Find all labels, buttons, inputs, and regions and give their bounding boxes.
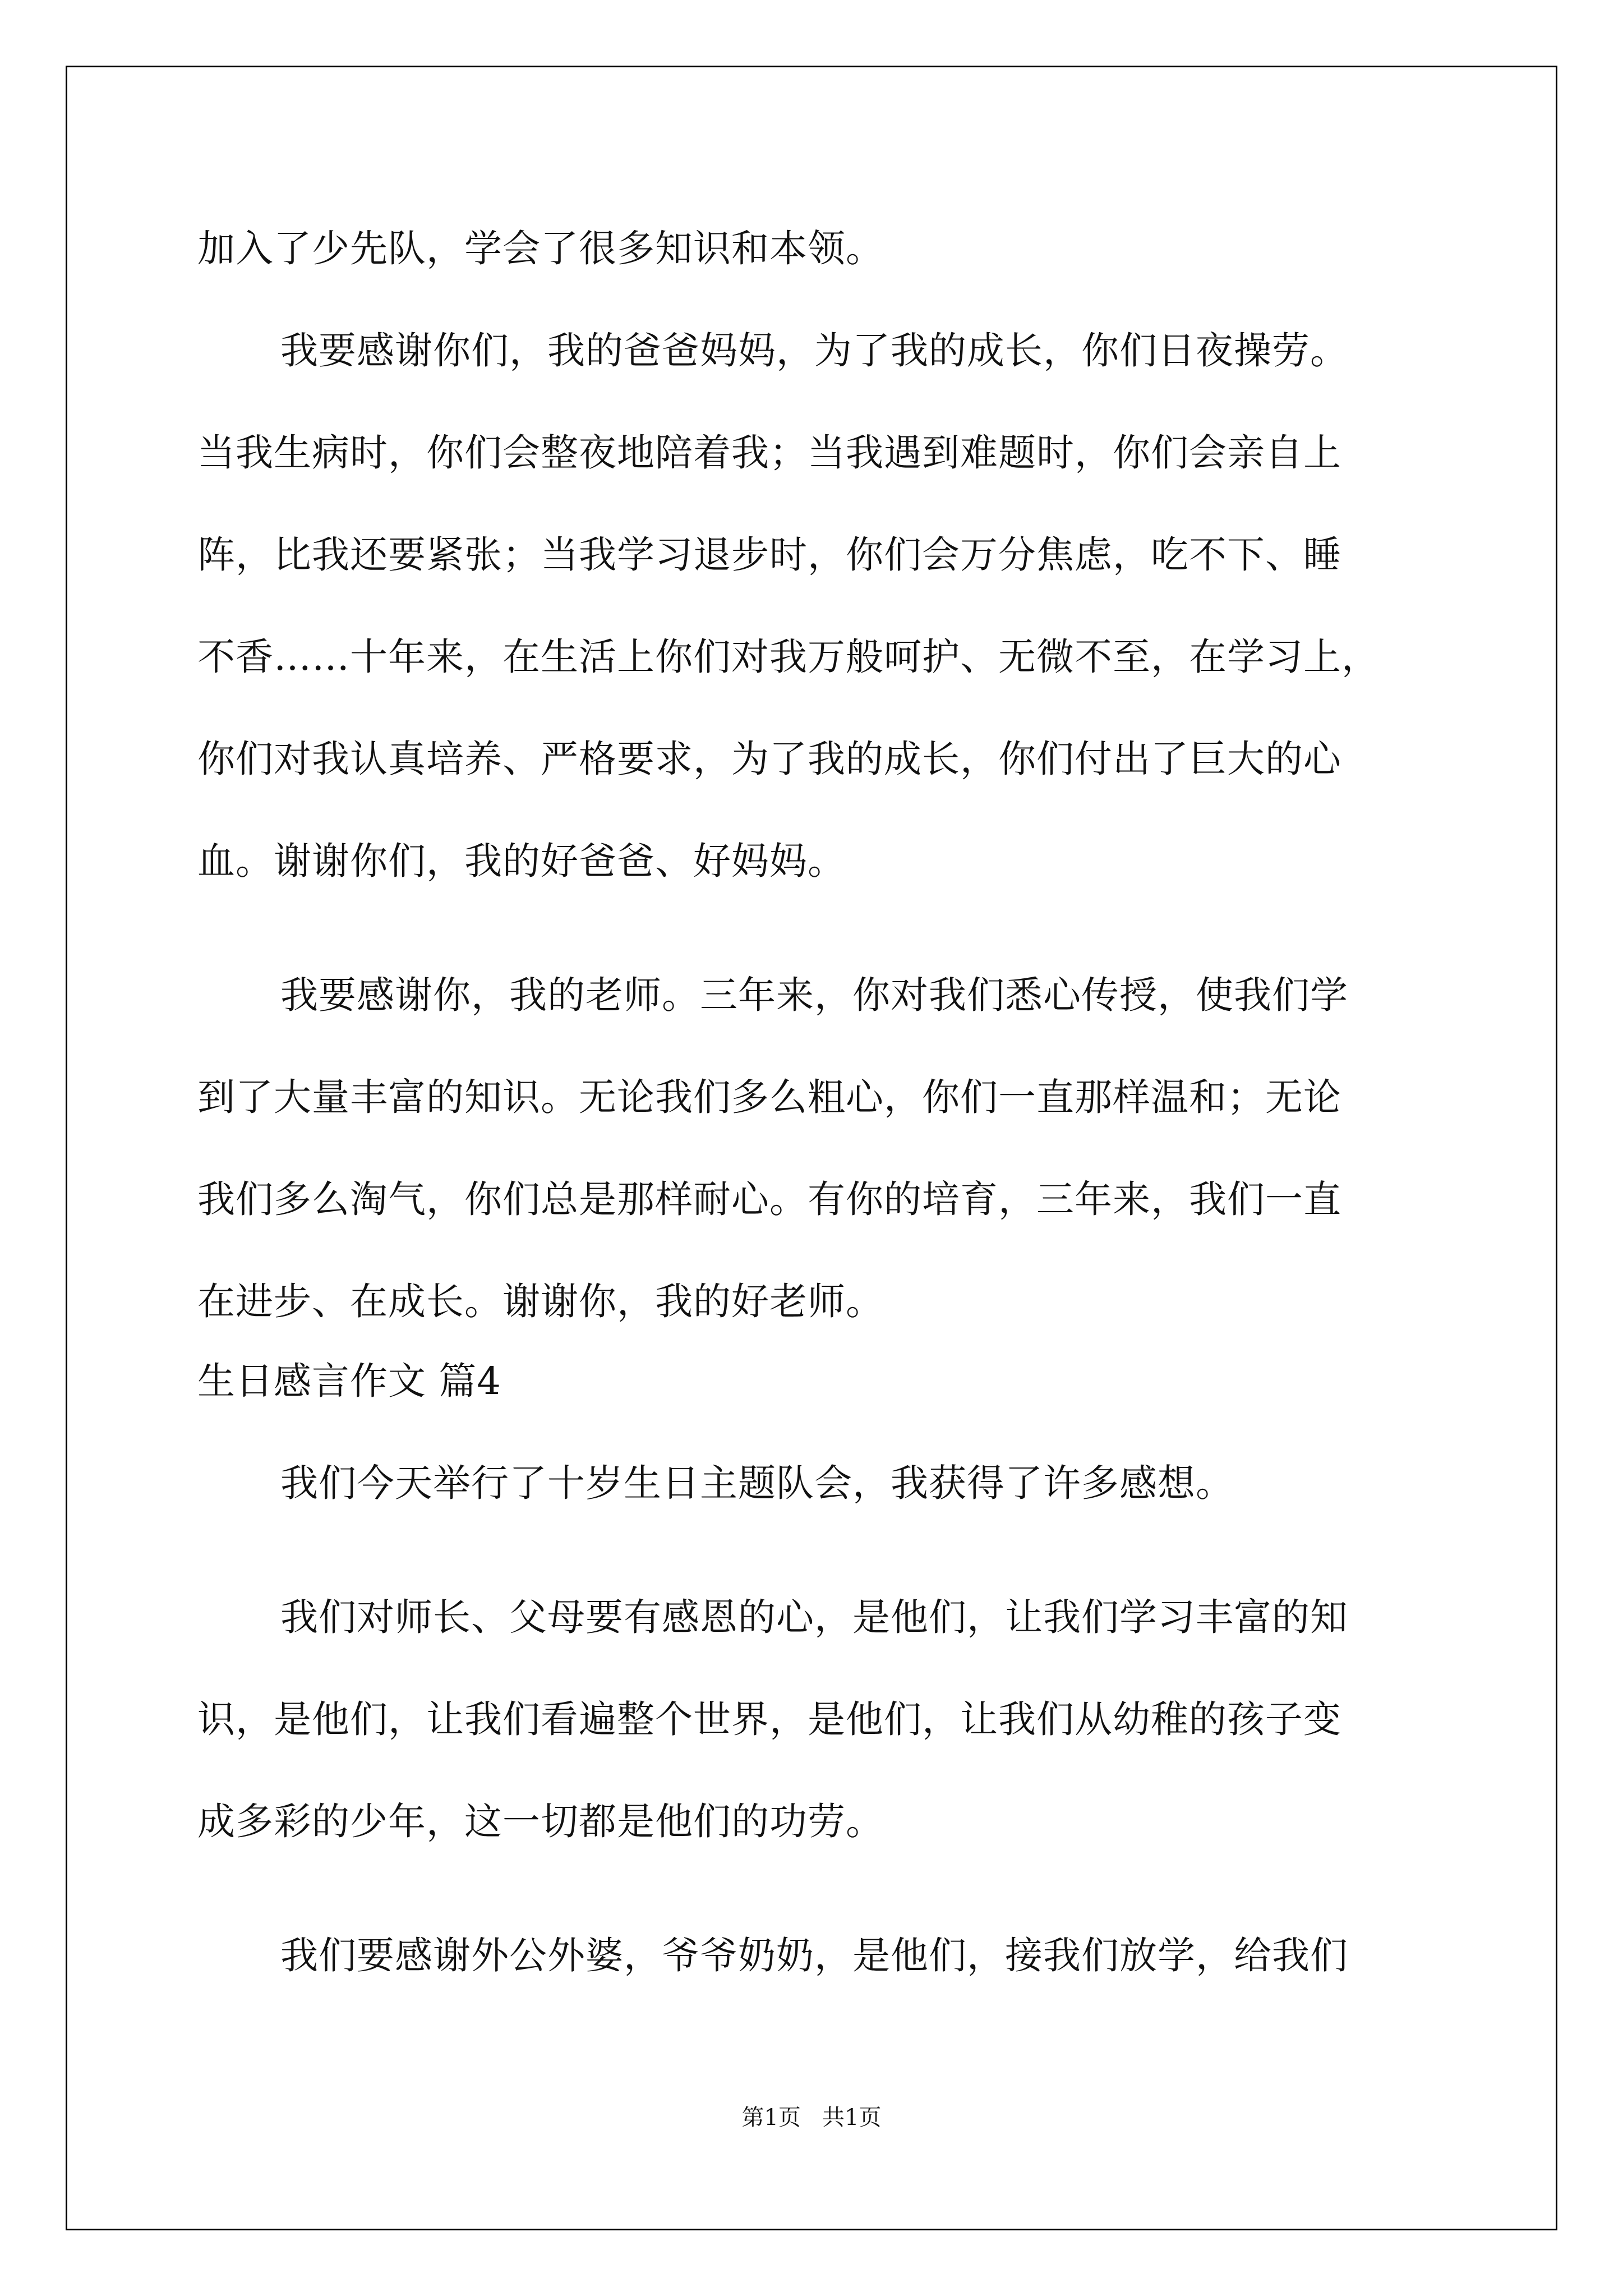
paragraph-line: 不香……十年来，在生活上你们对我万般呵护、无微不至，在学习上， — [197, 635, 1380, 679]
paragraph-line: 我们今天举行了十岁生日主题队会，我获得了许多感想。 — [280, 1461, 1234, 1505]
paragraph-line: 我要感谢你们，我的爸爸妈妈，为了我的成长，你们日夜操劳。 — [280, 329, 1348, 372]
paragraph-line: 加入了少先队，学会了很多知识和本领。 — [197, 227, 884, 270]
page-border — [66, 66, 1557, 2230]
paragraph-line: 你们对我认真培养、严格要求，为了我的成长，你们付出了巨大的心 — [197, 737, 1341, 781]
paragraph-line: 成多彩的少年，这一切都是他们的功劳。 — [197, 1800, 884, 1843]
section-heading: 生日感言作文 篇4 — [197, 1359, 501, 1403]
paragraph-line: 我们多么淘气，你们总是那样耐心。有你的培育，三年来，我们一直 — [197, 1177, 1341, 1221]
paragraph-line: 血。谢谢你们，我的好爸爸、好妈妈。 — [197, 839, 846, 883]
page-footer: 第1页 共1页 — [741, 2105, 882, 2131]
paragraph-line: 我们对师长、父母要有感恩的心，是他们，让我们学习丰富的知 — [280, 1595, 1348, 1639]
paragraph-line: 在进步、在成长。谢谢你，我的好老师。 — [197, 1280, 884, 1323]
paragraph-line: 我要感谢你，我的老师。三年来，你对我们悉心传授，使我们学 — [280, 973, 1348, 1017]
paragraph-line: 识，是他们，让我们看遍整个世界，是他们，让我们从幼稚的孩子变 — [197, 1697, 1341, 1741]
paragraph-line: 到了大量丰富的知识。无论我们多么粗心，你们一直那样温和；无论 — [197, 1075, 1341, 1119]
paragraph-line: 当我生病时，你们会整夜地陪着我；当我遇到难题时，你们会亲自上 — [197, 431, 1341, 475]
paragraph-line: 阵，比我还要紧张；当我学习退步时，你们会万分焦虑，吃不下、睡 — [197, 533, 1341, 577]
paragraph-line: 我们要感谢外公外婆，爷爷奶奶，是他们，接我们放学，给我们 — [280, 1934, 1348, 1977]
